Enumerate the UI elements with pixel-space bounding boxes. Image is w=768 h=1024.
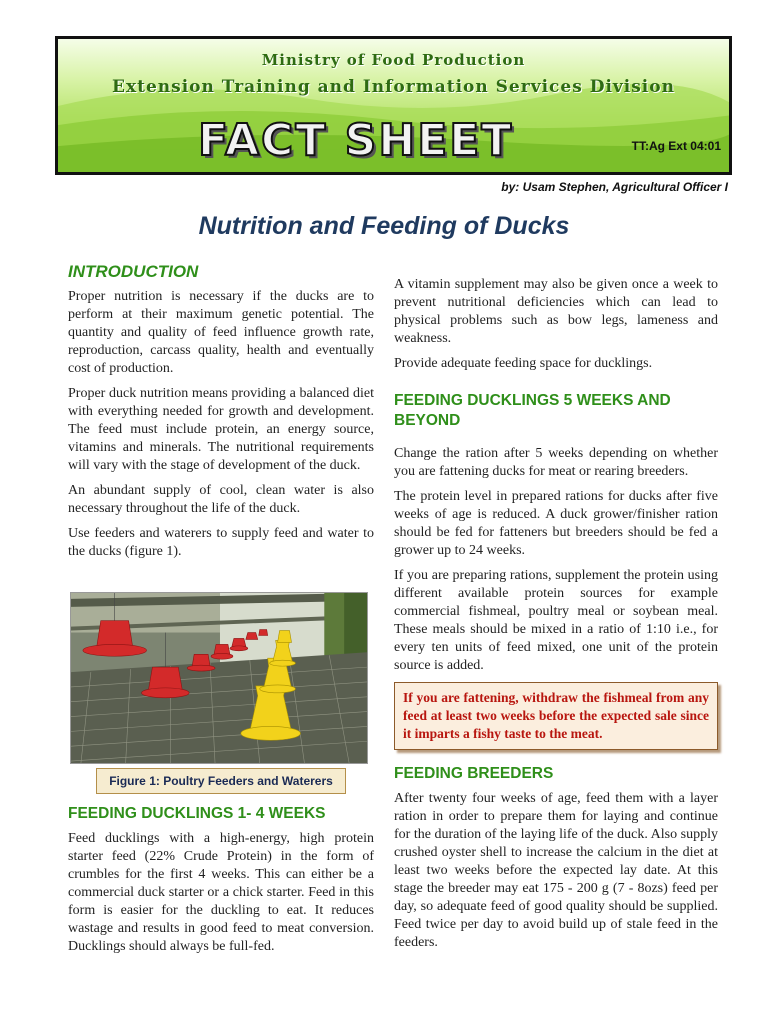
page-title: Nutrition and Feeding of Ducks xyxy=(198,212,570,240)
fact-sheet-banner xyxy=(55,36,732,175)
ducklings-5-weeks-heading: FEEDING DUCKLINGS 5 WEEKS AND BEYOND xyxy=(394,392,671,429)
intro-paragraph-4: Use feeders and waterers to supply feed and water to the ducks (figure 1). xyxy=(68,526,374,559)
author-byline: by: Usam Stephen, Agricultural Officer I xyxy=(501,180,728,194)
intro-paragraph-2: Proper duck nutrition means providing a balanced diet with everything needed for growth and development. The feed must include protein, an energy source, vitamins and minerals. The nutritional requirements will vary with the stage of development of the duck. xyxy=(68,386,374,473)
left-column-bottom xyxy=(68,804,374,963)
intro-paragraph-3: An abundant supply of cool, clean water is also necessary throughout the life of the duck. xyxy=(68,483,374,516)
document-code: TT:Ag Ext 04:01 xyxy=(631,139,721,153)
fact-sheet-label: FACT SHEET xyxy=(198,115,514,166)
ducklings-1-4-weeks-paragraph: Feed ducklings with a high-energy, high protein starter feed (22% Crude Protein) in the form of crumbles for the first 4 weeks. This can either be a commercial duck starter or a chick starter. Feed in this form is easier for the duckling to eat. It reduces wastage and results in good feed to meat conversion. Ducklings should always be full-fed. xyxy=(68,831,374,954)
change-ration-paragraph: Change the ration after 5 weeks depending on whether you are fattening ducks for meat or rearing breeders. xyxy=(394,446,718,479)
ducklings-1-4-weeks-heading: FEEDING DUCKLINGS 1- 4 WEEKS xyxy=(68,805,326,822)
vitamin-paragraph: A vitamin supplement may also be given once a week to prevent nutritional deficiencies which can lead to physical problems such as bow legs, lameness and weakness. xyxy=(394,277,718,346)
feeding-breeders-heading: FEEDING BREEDERS xyxy=(394,765,554,782)
fattening-callout-text: If you are fattening, withdraw the fishmeal from any feed at least two weeks before the expected sale since it imparts a fishy taste to the meat. xyxy=(403,690,709,741)
feeders-waterers-photo xyxy=(70,592,368,764)
ministry-name: Ministry of Food Production xyxy=(261,51,526,69)
right-column xyxy=(394,276,718,959)
breeders-paragraph: After twenty four weeks of age, feed them with a layer ration in order to prepare them for laying and continue for the duration of the laying life of the duck. Also supply crushed oyster shell to increase the calcium in the diet at least two weeks before the expected lay date. At this stage the breeder may eat 175 - 200 g (7 - 8ozs) feed per day, so adequate feed of good quality should be supplied. Feed twice per day to avoid build up of stale feed in the feeders. xyxy=(394,791,718,950)
feeders-illustration xyxy=(71,593,367,763)
introduction-heading: INTRODUCTION xyxy=(68,262,199,281)
fattening-callout-box xyxy=(394,682,718,750)
protein-level-paragraph: The protein level in prepared rations for ducks after five weeks of age is reduced. A duck grower/finisher ration should be fed for fatteners but breeders should be fed a grower up to 24 weeks. xyxy=(394,489,718,558)
figure-caption: Figure 1: Poultry Feeders and Waterers xyxy=(96,768,346,794)
feeding-space-paragraph: Provide adequate feeding space for ducklings. xyxy=(394,356,653,371)
preparing-rations-paragraph: If you are preparing rations, supplement the protein using different available protein sources for example commercial fishmeal, poultry meal or soybean meal. These meals should be mixed in a ratio of 1:10 i.e., for every ten units of feed mixed, one unit of the protein source is added. xyxy=(394,568,718,673)
left-column-top xyxy=(68,262,374,568)
intro-paragraph-1: Proper nutrition is necessary if the ducks are to perform at their maximum genetic potential. The quantity and quality of feed influence growth rate, reproduction, carcass quality, health and eventually cost of production. xyxy=(68,289,374,376)
division-name: Extension Training and Information Services Division xyxy=(112,77,675,97)
